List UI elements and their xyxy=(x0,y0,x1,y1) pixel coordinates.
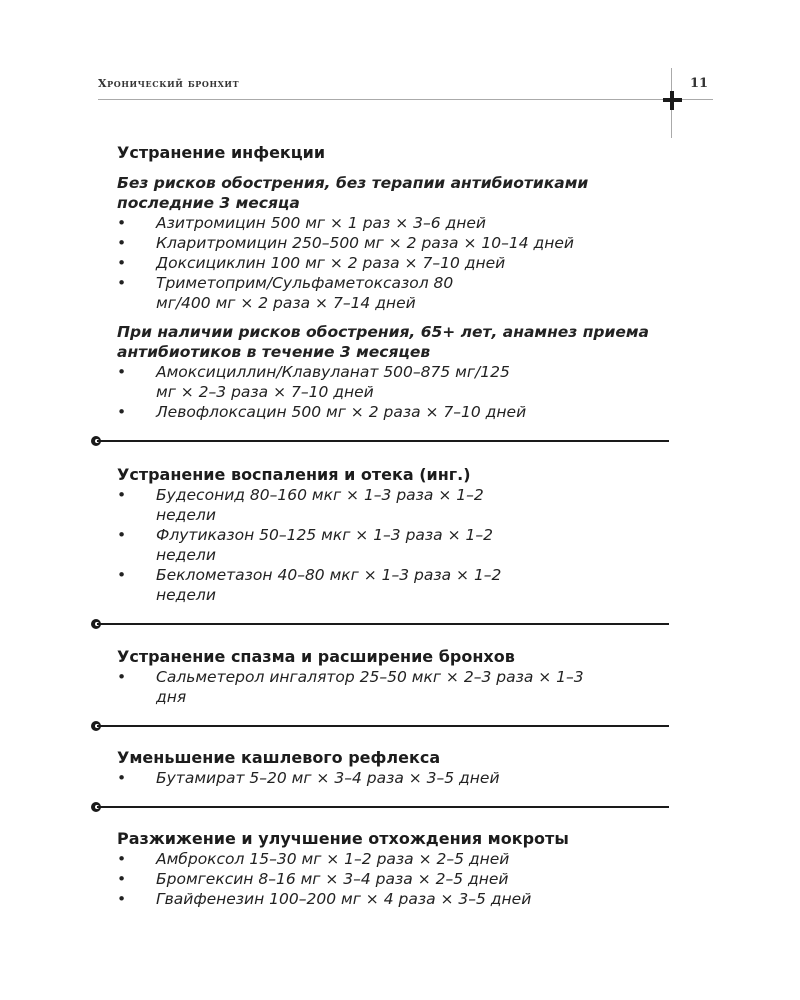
drug-dosage: Будесонид 80–160 мкг × 1–3 раза × 1–2 недели xyxy=(156,486,484,524)
section-cough-reflex xyxy=(117,748,677,788)
drug-dosage: Амоксициллин/Клавуланат 500–875 мг/125 мг × 2–3 раза × 7–10 дней xyxy=(156,363,510,401)
list-item xyxy=(117,667,617,707)
list-item xyxy=(117,768,677,788)
bullet: • xyxy=(117,526,127,544)
page-number: 11 xyxy=(690,76,709,91)
header-rule xyxy=(98,99,713,100)
list-item xyxy=(117,402,677,422)
section-heading: Разжижение и улучшение отхождения мокроты xyxy=(117,829,569,848)
drug-dosage: Левофлоксацин 500 мг × 2 раза × 7–10 дней xyxy=(156,403,527,421)
bullet: • xyxy=(117,274,127,292)
section-heading: Устранение воспаления и отека (инг.) xyxy=(117,465,471,484)
section-inflammation xyxy=(117,465,677,605)
section-bronchodilation xyxy=(117,647,677,707)
divider-line xyxy=(97,725,669,727)
drug-dosage: Гвайфенезин 100–200 мг × 4 раза × 3–5 дней xyxy=(156,890,532,908)
list-item xyxy=(117,233,677,253)
bullet: • xyxy=(117,486,127,504)
list-item xyxy=(117,565,557,605)
bullet: • xyxy=(117,403,127,421)
drug-dosage: Доксициклин 100 мг × 2 раза × 7–10 дней xyxy=(156,254,506,272)
drug-list xyxy=(117,213,677,313)
bullet: • xyxy=(117,214,127,232)
divider-line xyxy=(97,806,669,808)
subsection-title: Без рисков обострения, без терапии антибиотиками последние 3 месяца xyxy=(117,174,589,212)
drug-list xyxy=(117,768,677,788)
list-item xyxy=(117,525,557,565)
list-item xyxy=(117,869,677,889)
drug-dosage: Бутамират 5–20 мг × 3–4 раза × 3–5 дней xyxy=(156,769,500,787)
bullet: • xyxy=(117,668,127,686)
list-item xyxy=(117,485,557,525)
running-header-title: Хронический бронхит xyxy=(98,77,240,90)
drug-dosage: Кларитромицин 250–500 мг × 2 раза × 10–14 дней xyxy=(156,234,574,252)
subsection-with-risk xyxy=(117,322,677,422)
bullet: • xyxy=(117,769,127,787)
list-item xyxy=(117,253,677,273)
divider-line xyxy=(97,440,669,442)
bullet: • xyxy=(117,566,127,584)
section-divider xyxy=(91,619,669,629)
drug-dosage: Сальметерол ингалятор 25–50 мкг × 2–3 раза × 1–3 дня xyxy=(156,668,584,706)
subsection-title: При наличии рисков обострения, 65+ лет, анамнез приема антибиотиков в течение 3 месяцев xyxy=(117,323,650,361)
list-item xyxy=(117,273,677,313)
section-infection xyxy=(117,143,677,422)
bullet: • xyxy=(117,890,127,908)
drug-list xyxy=(117,362,677,422)
drug-dosage: Амброксол 15–30 мг × 1–2 раза × 2–5 дней xyxy=(156,850,510,868)
bullet: • xyxy=(117,870,127,888)
drug-dosage: Беклометазон 40–80 мкг × 1–3 раза × 1–2 недели xyxy=(156,566,502,604)
section-divider xyxy=(91,436,669,446)
section-heading: Устранение спазма и расширение бронхов xyxy=(117,647,515,666)
bullet: • xyxy=(117,850,127,868)
drug-list xyxy=(117,667,617,707)
bullet: • xyxy=(117,363,127,381)
bullet: • xyxy=(117,234,127,252)
list-item xyxy=(117,362,677,402)
section-heading: Устранение инфекции xyxy=(117,143,326,162)
section-heading: Уменьшение кашлевого рефлекса xyxy=(117,748,441,767)
section-divider xyxy=(91,721,669,731)
divider-line xyxy=(97,623,669,625)
crosshair-plus-icon xyxy=(663,91,682,110)
drug-dosage: Бромгексин 8–16 мг × 3–4 раза × 2–5 дней xyxy=(156,870,509,888)
drug-dosage: Триметоприм/Сульфаметоксазол 80 мг/400 мг × 2 раза × 7–14 дней xyxy=(156,274,454,312)
list-item xyxy=(117,849,677,869)
drug-dosage: Азитромицин 500 мг × 1 раз × 3–6 дней xyxy=(156,214,486,232)
bullet: • xyxy=(117,254,127,272)
subsection-no-risk xyxy=(117,173,677,313)
drug-list xyxy=(117,849,677,909)
list-item xyxy=(117,213,677,233)
drug-dosage: Флутиказон 50–125 мкг × 1–3 раза × 1–2 недели xyxy=(156,526,493,564)
drug-list xyxy=(117,485,557,605)
section-divider xyxy=(91,802,669,812)
list-item xyxy=(117,889,677,909)
section-mucolytics xyxy=(117,829,677,909)
